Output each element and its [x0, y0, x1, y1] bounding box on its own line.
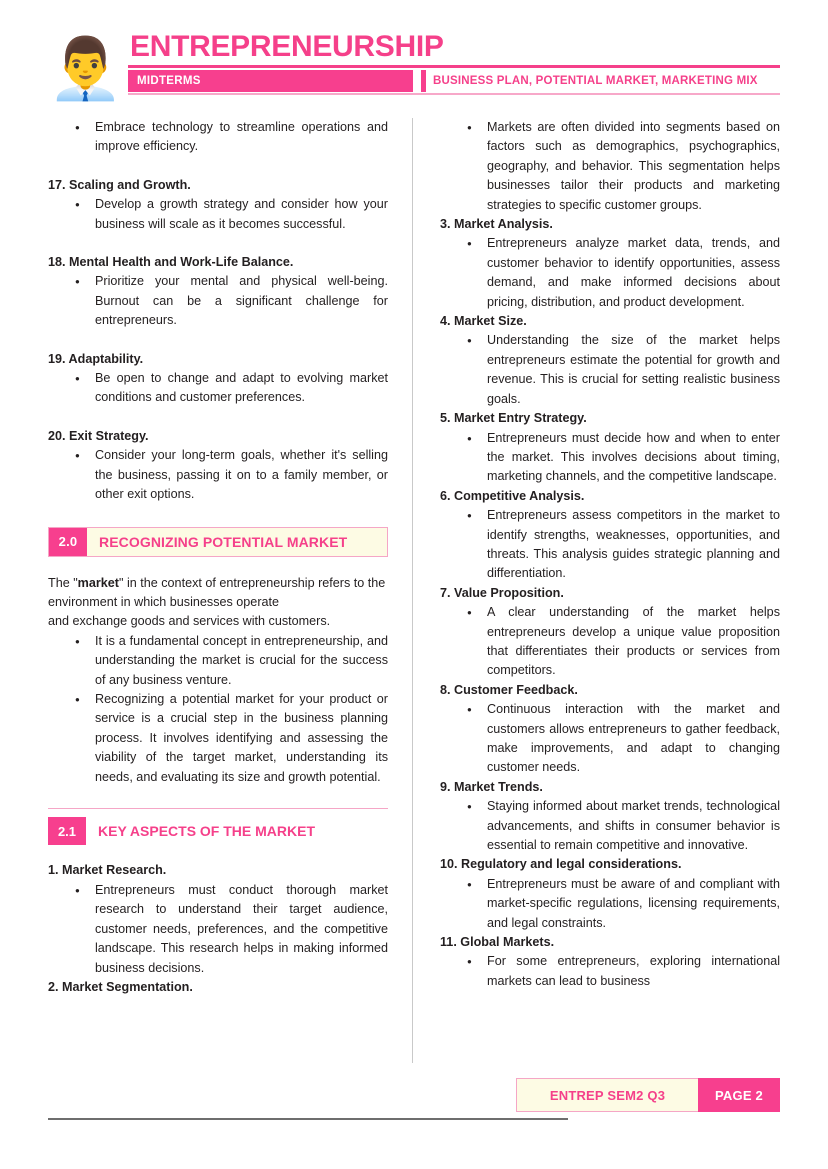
section-number-2-1: 2.1 — [48, 817, 86, 845]
bullets-item-18 — [48, 272, 388, 330]
spacer — [48, 787, 388, 808]
bullets-aspect-7 — [440, 603, 780, 681]
section-banner-2-1 — [48, 808, 388, 846]
list-item: ● Understanding the size of the market helps entrepreneurs estimate the potential for growth and revenue. This is crucial for setting realistic business goals. — [440, 331, 780, 409]
spacer — [48, 234, 388, 253]
list-item: ● Prioritize your mental and physical well-being. Burnout can be a significant challenge for entrepreneurs. — [48, 272, 388, 330]
heading-aspect-3: 3. Market Analysis. — [440, 217, 553, 232]
bullets-aspect-2 — [440, 118, 780, 215]
spacer — [48, 331, 388, 350]
market-definition-paragraph — [48, 574, 388, 613]
footer-rule — [48, 1118, 568, 1120]
term-badge: MIDTERMS — [128, 70, 413, 92]
section-title-2-1: KEY ASPECTS OF THE MARKET — [98, 823, 316, 840]
heading-item-18: 18. Mental Health and Work-Life Balance. — [48, 255, 294, 270]
market-definition-line-3: and exchange goods and services with customers. — [48, 614, 331, 629]
bullets-aspect-6 — [440, 506, 780, 584]
document-footer — [48, 1087, 780, 1148]
list-item: ● A clear understanding of the market helps entrepreneurs develop a unique value proposition that differentiates their products or services from competitors. — [440, 603, 780, 681]
list-item: ● Markets are often divided into segments based on factors such as demographics, psychographics, geography, and behavior. This segmentation helps businesses tailor their products and marketing strategies to specific customer groups. — [440, 118, 780, 215]
list-item: ● Consider your long-term goals, whether it's selling the business, passing it on to a family member, or other exit options. — [48, 446, 388, 504]
bullets-aspect-5 — [440, 429, 780, 487]
content-columns — [48, 118, 780, 1066]
spacer — [48, 845, 388, 861]
list-item: ● Be open to change and adapt to evolving market conditions and customer preferences. — [48, 369, 388, 408]
header-text-block — [128, 30, 780, 95]
left-column — [48, 118, 388, 1066]
list-item: ● Recognizing a potential market for your product or service is a crucial step in the business planning process. It involves identifying and assessing the viability of the target market, understanding its needs, and evaluating its size and growth potential. — [48, 690, 388, 787]
man-office-worker-icon: 👨‍💼 — [48, 35, 123, 102]
column-divider — [412, 118, 413, 1063]
subbar-underline-rule — [128, 93, 780, 95]
bullets-item-20 — [48, 446, 388, 504]
heading-item-19: 19. Adaptability. — [48, 351, 144, 366]
list-item: ● Entrepreneurs must be aware of and compliant with market-specific regulations, licensing requirements, and legal constraints. — [440, 875, 780, 933]
list-item: ● Continuous interaction with the market and customers allows entrepreneurs to gather feedback, make improvements, and adapt to changing customer needs. — [440, 700, 780, 778]
bullets-aspect-3 — [440, 234, 780, 312]
continued-bullet-list — [48, 118, 388, 157]
bullets-aspect-11 — [440, 952, 780, 991]
heading-item-17: 17. Scaling and Growth. — [48, 177, 191, 192]
section-top-rule — [48, 808, 388, 810]
topics-label: BUSINESS PLAN, POTENTIAL MARKET, MARKETING MIX — [421, 70, 780, 92]
bullets-aspect-1 — [48, 881, 388, 978]
heading-aspect-2: 2. Market Segmentation. — [48, 979, 193, 994]
section-title-2-0: RECOGNIZING POTENTIAL MARKET — [99, 533, 348, 550]
list-item: ● Entrepreneurs must conduct thorough market research to understand their target audience, customer needs, preferences, and the competitive landscape. This research helps in making informed business decisions. — [48, 881, 388, 978]
market-def-pre: The " — [48, 575, 78, 590]
heading-aspect-1: 1. Market Research. — [48, 863, 167, 878]
market-bullet-list — [48, 632, 388, 787]
heading-aspect-5: 5. Market Entry Strategy. — [440, 411, 587, 426]
bullets-aspect-4 — [440, 331, 780, 409]
page-number-badge: PAGE 2 — [698, 1078, 780, 1112]
footer-tag — [516, 1078, 780, 1112]
bullets-item-17 — [48, 195, 388, 234]
title-underline-rule — [128, 65, 780, 68]
section-row-2-1 — [48, 817, 388, 845]
bullets-item-19 — [48, 369, 388, 408]
heading-aspect-11: 11. Global Markets. — [440, 935, 555, 950]
heading-item-20: 20. Exit Strategy. — [48, 428, 149, 443]
heading-aspect-7: 7. Value Proposition. — [440, 585, 564, 600]
spacer — [48, 157, 388, 176]
page-title: ENTREPRENEURSHIP — [130, 30, 444, 63]
section-number-2-0: 2.0 — [49, 528, 87, 556]
document-header — [48, 30, 780, 106]
subbar-gap — [413, 70, 421, 92]
list-item: ● Staying informed about market trends, technological advancements, and shifts in consumer behavior is essential to remain competitive and innovative. — [440, 797, 780, 855]
header-subbar — [128, 70, 780, 92]
list-item: ● Embrace technology to streamline operations and improve efficiency. — [48, 118, 388, 157]
list-item: ● It is a fundamental concept in entrepreneurship, and understanding the market is crucial for the success of any business venture. — [48, 632, 388, 690]
right-column — [440, 118, 780, 1066]
section-banner-2-0 — [48, 527, 388, 557]
bullets-aspect-8 — [440, 700, 780, 778]
list-item: ● Entrepreneurs analyze market data, trends, and customer behavior to identify opportunities, assess demand, and make informed decisions about pricing, distribution, and product development. — [440, 234, 780, 312]
list-item: ● For some entrepreneurs, exploring international markets can lead to business — [440, 952, 780, 991]
heading-aspect-10: 10. Regulatory and legal considerations. — [440, 857, 682, 872]
list-item: ● Entrepreneurs assess competitors in the market to identify strengths, weaknesses, opportunities, and threats. This analysis guides strategic planning and differentiation. — [440, 506, 780, 584]
spacer — [48, 557, 388, 574]
list-item: ● Develop a growth strategy and consider how your business will scale as it becomes successful. — [48, 195, 388, 234]
market-def-bold: market — [77, 575, 119, 590]
list-item: ● Entrepreneurs must decide how and when to enter the market. This involves decisions about timing, marketing channels, and the competitive landscape. — [440, 429, 780, 487]
market-def-post: " in the context of entrepreneurship refers to the environment in which businesses operate — [48, 575, 386, 609]
bullets-aspect-10 — [440, 875, 780, 933]
heading-aspect-9: 9. Market Trends. — [440, 779, 543, 794]
heading-aspect-8: 8. Customer Feedback. — [440, 682, 578, 697]
heading-aspect-4: 4. Market Size. — [440, 314, 527, 329]
course-label: ENTREP SEM2 Q3 — [516, 1078, 698, 1112]
heading-aspect-6: 6. Competitive Analysis. — [440, 488, 585, 503]
spacer — [48, 505, 388, 527]
bullets-aspect-9 — [440, 797, 780, 855]
spacer — [48, 408, 388, 427]
